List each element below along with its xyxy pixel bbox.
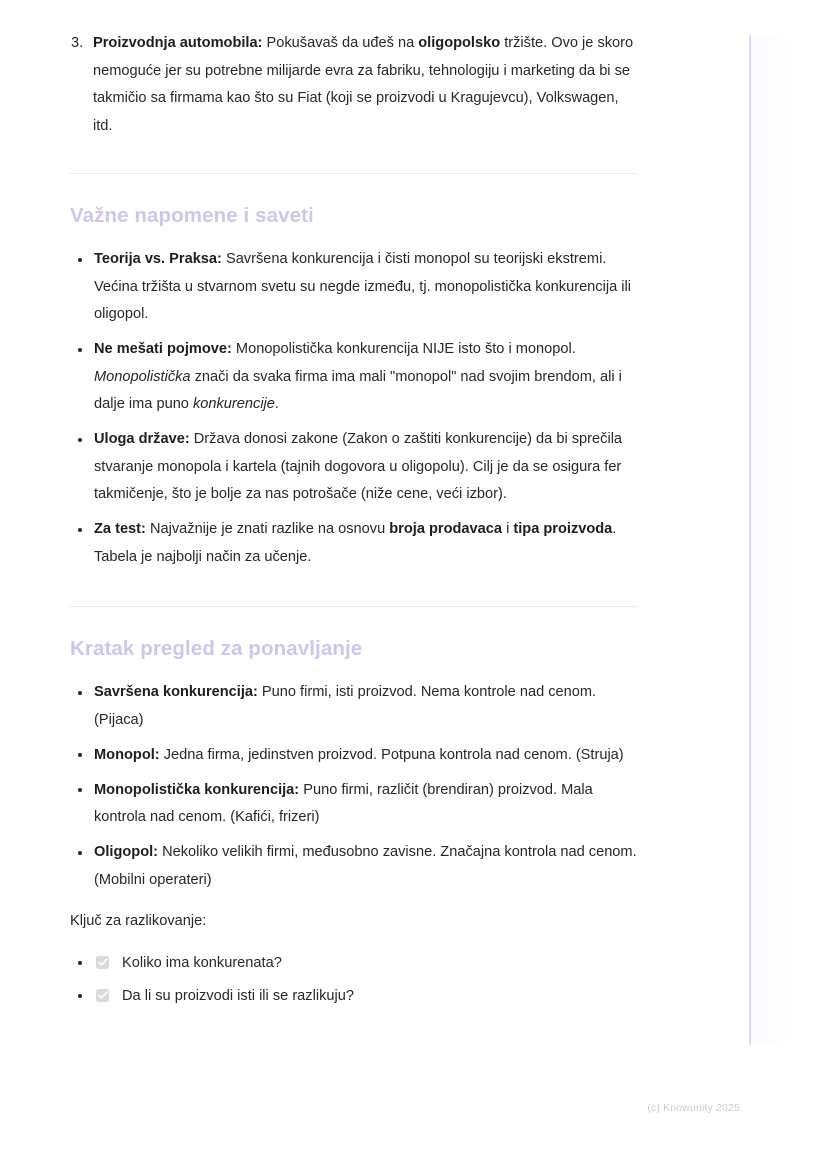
list-item-text: Savršena konkurencija i čisti monopol su teorijski ekstremi. Većina tržišta u stvarnom svetu su negde između, tj. monopolistička konkurencija ili oligopol. bbox=[94, 251, 631, 322]
section-heading-summary: Kratak pregled za ponavljanje bbox=[70, 637, 363, 660]
list-item-text: Nekoliko velikih firmi, međusobno zavisne. Značajna kontrola nad cenom. (Mobilni operateri) bbox=[94, 844, 637, 888]
notes-bullet-list bbox=[70, 246, 640, 571]
bullet-dot-icon bbox=[78, 753, 82, 757]
list-item-italic-2: konkurencije bbox=[192, 396, 275, 412]
right-accent-panel bbox=[751, 35, 791, 1045]
task-list-item bbox=[70, 947, 640, 980]
list-item bbox=[70, 839, 640, 894]
bullet-dot-icon bbox=[78, 961, 82, 965]
bullet-dot-icon bbox=[78, 528, 82, 532]
document-content bbox=[70, 30, 640, 1013]
bullet-dot-icon bbox=[78, 994, 82, 998]
checkbox-checked-icon[interactable] bbox=[96, 989, 109, 1002]
list-item-text: Država donosi zakone (Zakon o zaštiti konkurencije) da bi sprečila stvaranje monopola i kartela (tajnih dogovora u oligopolu). Cilj je da se osigura fer takmičenje, što je bolje za nas potrošače (niže cene, veći izbor). bbox=[94, 431, 623, 502]
list-item-text-3: . bbox=[274, 396, 279, 412]
bullet-dot-icon bbox=[78, 258, 82, 262]
list-item-lead: Monopolistička konkurencija: bbox=[94, 781, 300, 798]
key-block-lead: Ključ za razlikovanje: bbox=[70, 913, 207, 929]
list-item-text-3: . Tabela je najbolji način za učenje. bbox=[94, 521, 617, 565]
bullet-dot-icon bbox=[78, 851, 82, 855]
list-item-emphasis: oligopolsko bbox=[418, 35, 501, 51]
bullet-dot-icon bbox=[78, 348, 82, 352]
numbered-list-continuation bbox=[70, 30, 640, 140]
list-marker: 3. bbox=[71, 35, 84, 51]
list-item bbox=[70, 30, 640, 140]
list-item-lead: Ne mešati pojmove: bbox=[94, 341, 232, 357]
bullet-dot-icon bbox=[78, 438, 82, 442]
list-item-lead: Uloga države: bbox=[94, 431, 190, 447]
list-item-lead: Savršena konkurencija: bbox=[94, 684, 258, 700]
list-item-bold-1: broja prodavaca bbox=[389, 521, 503, 537]
list-item-text-1: Najvažnije je znati razlike na osnovu bbox=[145, 521, 390, 537]
list-item-text-2: i bbox=[502, 521, 514, 537]
list-item-text: Puno firmi, isti proizvod. Nema kontrole nad cenom. (Pijaca) bbox=[94, 684, 597, 728]
section-heading-notes: Važne napomene i saveti bbox=[70, 204, 314, 227]
bullet-dot-icon bbox=[78, 691, 82, 695]
list-item-bold-2: tipa proizvoda bbox=[513, 521, 613, 537]
key-task-list bbox=[70, 947, 640, 1013]
list-item-lead: Teorija vs. Praksa: bbox=[94, 251, 222, 267]
right-accent-strip bbox=[749, 35, 751, 1045]
footer-copyright: (c) Knowunity 2025 bbox=[647, 1102, 740, 1114]
list-item bbox=[70, 516, 640, 571]
list-item-lead: Oligopol: bbox=[94, 844, 159, 860]
checkbox-checked-icon[interactable] bbox=[96, 956, 109, 969]
list-item bbox=[70, 742, 640, 770]
list-item bbox=[70, 679, 640, 734]
list-item-lead: Za test: bbox=[94, 521, 146, 537]
list-item bbox=[70, 336, 640, 419]
list-item-lead: Monopol: bbox=[94, 746, 160, 763]
list-item-italic-1: Monopolistička bbox=[94, 368, 191, 385]
list-item-text-2: tržište. Ovo je skoro nemoguće jer su potrebne milijarde evra za fabriku, tehnologiju i marketing da bi se takmičio sa firmama kao što su Fiat (koji se proizvodi u Kragujevcu), Volkswagen, itd. bbox=[93, 35, 634, 134]
task-list-item bbox=[70, 980, 640, 1013]
list-item bbox=[70, 426, 640, 509]
list-item bbox=[70, 777, 640, 832]
list-item-text-1: Pokušavaš da uđeš na bbox=[262, 35, 419, 51]
list-item bbox=[70, 246, 640, 329]
list-item-text: Jedna firma, jedinstven proizvod. Potpuna kontrola nad cenom. (Struja) bbox=[159, 746, 624, 763]
list-item-text-2: znači da svaka firma ima mali "monopol" nad svojim brendom, ali i dalje ima puno bbox=[94, 368, 622, 412]
task-label: Da li su proizvodi isti ili se razlikuju? bbox=[122, 987, 354, 1004]
bullet-dot-icon bbox=[78, 788, 82, 792]
summary-bullet-list bbox=[70, 679, 640, 894]
task-label: Koliko ima konkurenata? bbox=[122, 954, 282, 971]
list-item-text-1: Monopolistička konkurencija NIJE isto što i monopol. bbox=[231, 341, 576, 357]
list-item-lead: Proizvodnja automobila: bbox=[93, 35, 263, 51]
list-item-text: Puno firmi, različit (brendiran) proizvod. Mala kontrola nad cenom. (Kafići, frizeri) bbox=[94, 781, 593, 825]
